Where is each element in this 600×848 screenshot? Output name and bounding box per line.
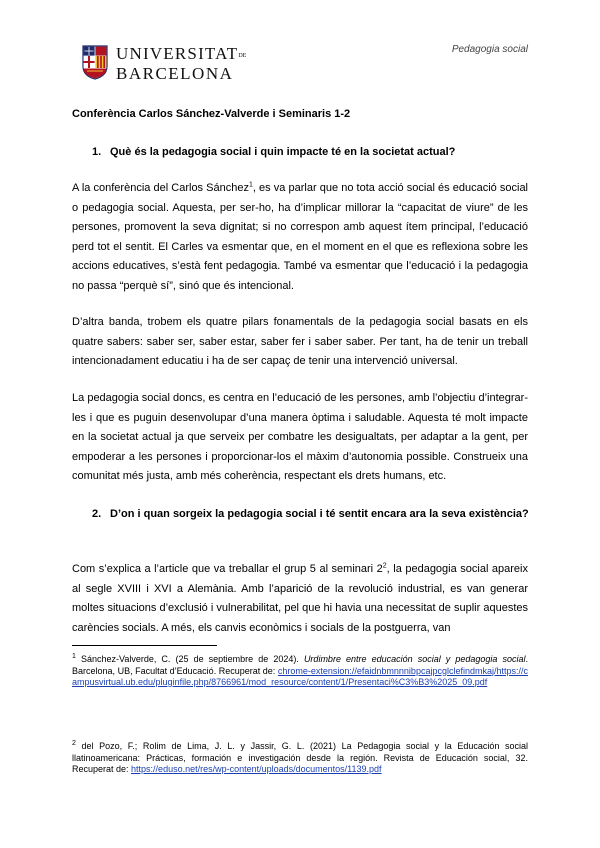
footnote-2-mark: 2: [72, 740, 76, 747]
footnote-text: . Barcelona, UB, Facultat d’Educació. Recuperat de:: [72, 654, 528, 676]
section-1-paragraph-2: D’altra banda, trobem els quatre pilars fonamentals de la pedagogia social basats en els quatre sabers: saber ser, saber estar, saber fer i saber saber. Per tant, ha de tenir un treball intencionadament educatiu i ha de ser capaç de tenir una intervenció universal.: [72, 316, 528, 367]
document-title: Conferència Carlos Sánchez-Valverde i Seminaris 1-2: [72, 108, 351, 120]
footnote-ref-1[interactable]: 1: [248, 181, 253, 189]
footnote-text: Sánchez-Valverde, C. (25 de septiembre de 2024).: [75, 654, 304, 664]
logo-line-1: UNIVERSITAT: [116, 44, 239, 63]
university-shield-icon: [82, 44, 108, 80]
logo-line-1-suffix: DE: [238, 53, 247, 59]
section-1-number: 1.: [92, 146, 102, 158]
section-2-heading-text: D’on i quan sorgeix la pedagogia social i té sentit encara ara la seva existència?: [110, 508, 529, 520]
footnote-text: del Pozo, F.; Rolim de Lima, J. L. y Jassir, G. L. (2021) La Pedagogia social y la Educación social llatinoamericana: Prácticas, formación e investigación desde la región. Revista de Educación social, 32. Recuperat de:: [72, 741, 528, 774]
footnote-2-link[interactable]: https://eduso.net/res/wp-content/uploads/documentos/1139.pdf: [131, 764, 382, 774]
footnote-ref-2[interactable]: 2: [382, 562, 387, 570]
paragraph-text: Com s’explica a l’article que va treballar el grup 5 al seminari 2: [72, 563, 383, 575]
footnote-italic-title: Urdimbre entre educación social y pedagogia social: [303, 654, 526, 664]
university-wordmark: [116, 45, 246, 83]
section-1-paragraph-1: [72, 179, 528, 296]
footnote-divider: [72, 645, 217, 646]
footnote-1-link[interactable]: chrome-extension://efaidnbmnnnibpcajpcglclefindmkaj/https://campusvirtual.ub.edu/pluginfile.php/8766961/mod_resource/content/1/Presentaci%C3%B3%2025_09.pdf: [72, 665, 528, 687]
section-1-paragraph-3: La pedagogia social doncs, es centra en l’educació de les persones, amb l’objectiu d’integrar-les i que es puguin desenvolupar d’una manera òptima i saludable. Aquesta té molt impacte en la societat actual ja que serveix per combatre les desigualtats, per adaptar a la gent, per empoderar a les persones i proporcionar-los el màxim d’autonomia possible. Construeix una comunitat més justa, amb més coherència, respectant els drets humans, etc.: [72, 392, 528, 482]
paragraph-text: , es va parlar que no tota acció social és educació social o pedagogia social. Aquesta, per ser-ho, ha d’implicar millorar la “capacitat de viure” de les persones, promovent la seva dignitat; si no correspon amb aquest ítem principal, l’educació perd tot el sentit. El Carles va esmentar que, en el moment en el que es reflexiona sobre les accions educatives, s’està fent pedagogia. També va esmentar que l’educació i la pedagogia no passa “perquè sí”, sinó que és intencional.: [72, 182, 529, 292]
paragraph-text: , la pedagogia social apareix al segle XVIII i XVI a Alemània. Amb l’aparició de la revolució industrial, es van generar moltes situacions d’exclusió i vulnerabilitat, pel que hi havia una necessitat de suplir aquestes carències socials. A més, els canvis econòmics i socials de la postguerra, van: [72, 563, 528, 634]
footnote-1-mark: 1: [72, 653, 76, 660]
section-2-heading: [92, 505, 532, 523]
section-1-heading-text: Què és la pedagogia social i quin impacte té en la societat actual?: [110, 146, 456, 158]
header-course-label: Pedagogia social: [451, 44, 528, 55]
section-2-paragraph-1: [72, 560, 528, 638]
paragraph-text: A la conferència del Carlos Sánchez: [72, 182, 249, 194]
footnote-1: [72, 654, 528, 689]
section-2-number: 2.: [92, 508, 102, 520]
logo-line-2: BARCELONA: [116, 64, 234, 83]
section-1-heading: [92, 143, 532, 161]
footnote-2: [72, 741, 528, 776]
